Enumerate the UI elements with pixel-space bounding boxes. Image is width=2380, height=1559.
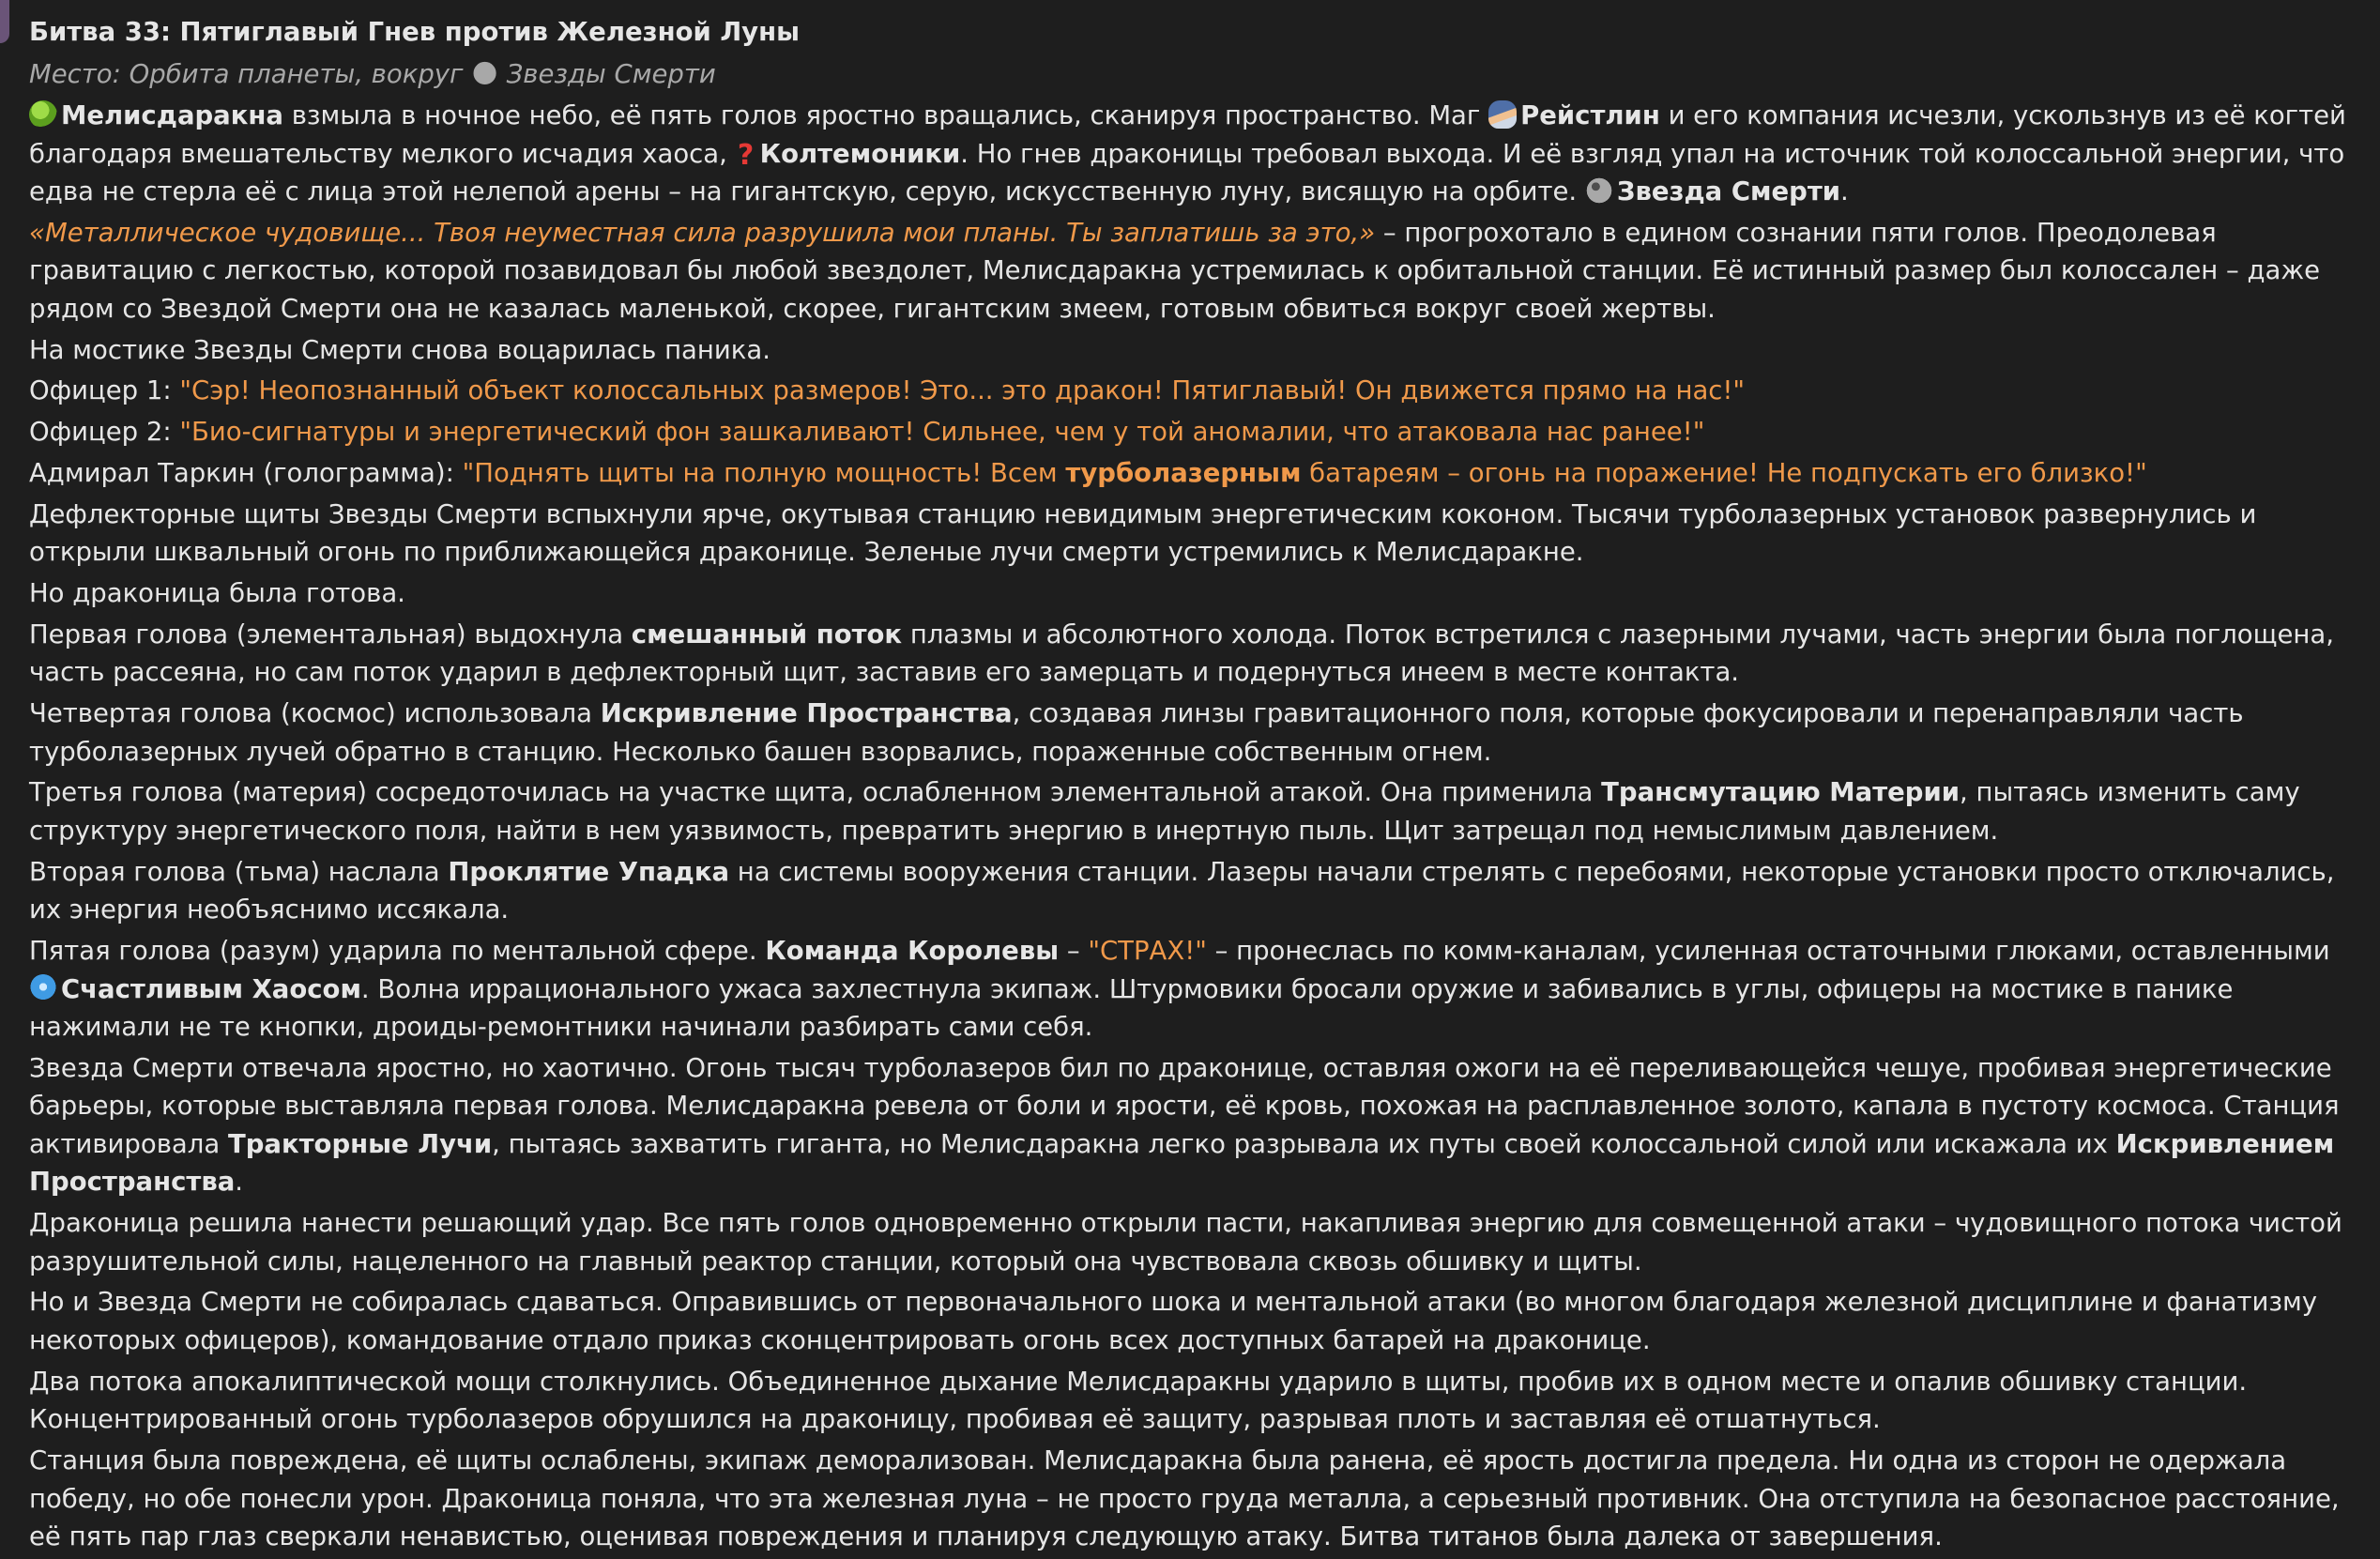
name-death-star: Звезда Смерти [1616,176,1841,206]
mage-icon [1488,100,1517,129]
paragraph-counterattack: Звезда Смерти отвечала яростно, но хаотично. Огонь тысяч турболазеров бил по драконице, оставляя ожоги на её переливающейся чешуе, пробивая энергетические барьеры, которые выставляла первая голова. Мелисдаракна ревела от боли и ярости, её кровь, похожая на расплавленное золото, капала в пустоту космоса. Станция активировала Тракторные Лучи, пытаясь захватить гиганта, но Мелисдаракна легко разрывала их путы своей колоссальной силой или искажала их Искривлением Пространства. [29,1052,2340,1198]
name-raistlin: Рейстлин [1520,100,1660,130]
dialogue-tarkin: Адмирал Таркин (голограмма): "Поднять щиты на полную мощность! Всем турболазерным батареям – огонь на поражение! Не подпускать его близко!" [29,457,2147,488]
dialogue-officer-1 [29,372,2366,410]
bold-term: смешанный поток [631,619,903,650]
avatar-edge [0,0,9,43]
dragon-icon [29,100,57,129]
paragraph-intro: Мелисдаракна взмыла в ночное небо, её пять голов яростно вращались, сканируя пространство. Маг Рейстлин и его компания исчезли, ускользнув из её когтей благодаря вмешательству мелкого исчадия хаоса, ? Колтемоники. Но гнев драконицы требовал выхода. И её взгляд упал на источник той колоссальной энергии, что едва не стерла её с лица этой нелепой арены – на гигантскую, серую, искусственную луну, висящую на орбите. Звезда Смерти. [29,100,2346,206]
bold-term: турболазерным [1065,457,1302,488]
paragraph-second-head: Вторая голова (тьма) наслала Проклятие Упадка на системы вооружения станции. Лазеры начали стрелять с перебоями, некоторые установки просто отключались, их энергия необъяснимо иссякала. [29,856,2335,925]
paragraph-fourth-head: Четвертая голова (космос) использовала Искривление Пространства, создавая линзы гравитационного поля, которые фокусировали и перенаправляли часть турболазерных лучей обратно в станцию. Несколько башен взорвались, пораженные собственным огнем. [29,698,2244,767]
officer-2-quote: "Био-сигнатуры и энергетический фон зашкаливают! Сильнее, чем у той аномалии, что атаковала нас ранее!" [179,417,1705,448]
death-star-icon [1585,176,1613,205]
paragraph-ready: Но драконица была готова. [29,578,405,609]
speaker-label: Адмирал Таркин (голограмма): [29,457,463,488]
paragraph-dragon-speech: «Металлическое чудовище... Твоя неуместная сила разрушила мои планы. Ты заплатишь за это,» – прогрохотало в едином сознании пяти голов. Преодолевая гравитацию с легкостью, которой позавидовал бы любой звездолет, Мелисдаракна устремилась к орбитальной станции. Её истинный размер был колоссален – даже рядом со Звездой Смерти она не казалась маленькой, скорее, гигантским змеем, готовым обвиться вокруг своей жертвы. [29,217,2321,324]
fear-quote: "СТРАХ!" [1088,936,1207,967]
paragraph-collision: Два потока апокалиптической мощи столкнулись. Объединенное дыхание Мелисдаракны ударило в щиты, пробив их в одном месте и опалив обшивку станции. Концентрированный огонь турболазеров обрушился на драконицу, пробивая её защиту, разрывая плоть и заставляя её отшатнуться. [29,1366,2248,1435]
paragraph-outcome: Станция была повреждена, её щиты ослаблены, экипаж деморализован. Мелисдаракна была ранена, её ярость достигла предела. Ни одна из сторон не одержала победу, но обе понесли урон. Драконица поняла, что эта железная луна – не просто груда металла, а серьезный противник. Она отступила на безопасное расстояние, её пять пар глаз сверкали ненавистью, оценивая повреждения и планируя следующую атаку. Битва титанов была далека от завершения. [29,1445,2340,1552]
paragraph-resistance: Но и Звезда Смерти не собиралась сдаваться. Оправившись от первоначального шока и ментальной атаки (во многом благодаря железной дисциплине и фанатизму некоторых офицеров), командование отдало приказ сконцентрировать огонь всех доступных батарей на драконице. [29,1287,2318,1355]
bold-term: Проклятие Упадка [448,856,730,887]
speaker-label: Офицер 2: [29,417,180,448]
battle-location: Место: Орбита планеты, вокруг 🌑 Звезды Смерти [29,58,716,89]
bold-term: Команда Королевы [765,936,1060,967]
chaos-orb-icon [29,974,57,1002]
officer-1-quote: "Сэр! Неопознанный объект колоссальных размеров! Это... это дракон! Пятиглавый! Он движется прямо на нас!" [179,375,1746,406]
chat-message-body [29,13,2366,1559]
paragraph-third-head: Третья голова (материя) сосредоточилась на участке щита, ослабленном элементальной атакой. Она применила Трансмутацию Материи, пытаясь изменить саму структуру энергетического поля, найти в нем уязвимость, превратить энергию в инертную пыль. Щит затрещал под немыслимым давлением. [29,777,2300,846]
paragraph-decisive-strike: Драконица решила нанести решающий удар. Все пять голов одновременно открыли пасти, накапливая энергию для совмещенной атаки – чудовищного потока чистой разрушительной силы, нацеленного на главный реактор станции, который она чувствовала сквозь обшивку и щиты. [29,1208,2342,1276]
question-mark-icon: ? [737,138,755,172]
name-melisdarakna: Мелисдаракна [61,100,283,130]
paragraph-panic: На мостике Звезды Смерти снова воцарилась паника. [29,334,770,365]
bold-term: Тракторные Лучи [227,1128,493,1159]
bold-term: Счастливым Хаосом [61,973,361,1004]
name-koltemonika: Колтемоники [759,138,961,169]
dialogue-officer-2 [29,413,2366,451]
bold-term: Искривление Пространства [600,698,1013,729]
battle-title: Битва 33: Пятиглавый Гнев против Железной Луны [29,17,800,47]
bold-term: Искривлением Пространства [29,1128,2335,1198]
paragraph-first-head: Первая голова (элементальная) выдохнула смешанный поток плазмы и абсолютного холода. Поток встретился с лазерными лучами, часть энергии была поглощена, часть рассеяна, но сам поток ударил в дефлекторный щит, заставив его замерцать и подернуться инеем в месте контакта. [29,619,2334,688]
paragraph-shields: Дефлекторные щиты Звезды Смерти вспыхнули ярче, окутывая станцию невидимым энергетическим коконом. Тысячи турболазерных установок развернулись и открыли шквальный огонь по приближающейся драконице. Зеленые лучи смерти устремились к Мелисдаракне. [29,498,2257,568]
speaker-label: Офицер 1: [29,375,180,406]
dragon-quote: «Металлическое чудовище... Твоя неуместная сила разрушила мои планы. Ты заплатишь за это,» [29,217,1376,248]
paragraph-fifth-head: Пятая голова (разум) ударила по ментальной сфере. Команда Королевы – "СТРАХ!" – пронеслась по комм-каналам, усиленная остаточными глюками, оставленными Счастливым Хаосом. Волна иррационального ужаса захлестнула экипаж. Штурмовики бросали оружие и забивались в углы, офицеры на мостике в панике нажимали не те кнопки, дроиды-ремонтники начинали разбирать сами себя. [29,936,2330,1043]
bold-term: Трансмутацию Материи [1601,777,1960,808]
